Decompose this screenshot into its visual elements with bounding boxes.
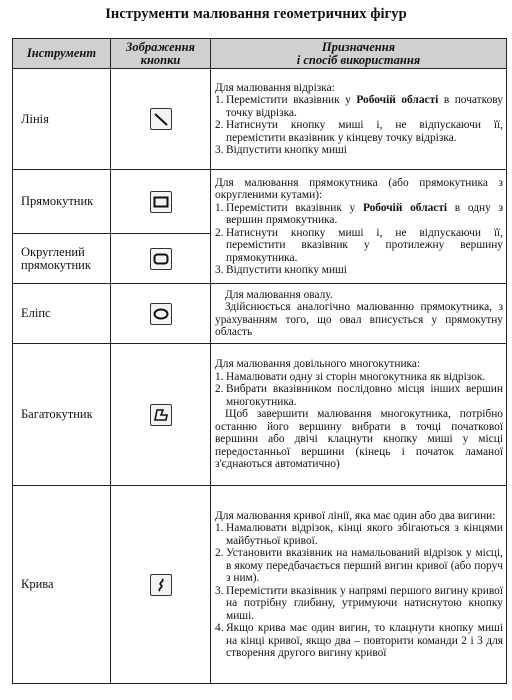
list-item: 2. Вибрати вказівником послідовно місця інших вершин многокутника. [215,383,503,408]
description-intro: Для малювання прямокутника (або прямокутника з округленими кутами): [215,176,503,201]
tool-name-rounded-rectangle: Округлений прямокутник [13,234,111,284]
button-cell-rectangle [111,170,211,234]
line-icon [150,108,172,130]
polygon-icon [150,404,172,426]
button-cell-polygon [111,344,211,486]
header-purpose: Призначення і спосіб використання [211,39,507,69]
rounded-rectangle-icon [150,248,172,270]
rectangle-icon [150,191,172,213]
ellipse-icon [150,303,172,325]
list-item: 2. Установити вказівник на намальований відрізок у місці, в якому передбачається перший вигин кривої (або поруч з ним). [215,547,503,584]
description-curve [211,486,507,684]
tool-name-polygon: Багатокутник [13,344,111,486]
list-item: 1. Перемістити вказівник у Робочій області в початкову точку відрізка. [215,94,503,119]
description-rectangle [211,170,507,284]
tool-name-ellipse: Еліпс [13,284,111,344]
description-ellipse [211,284,507,344]
tool-name-line: Лінія [13,69,111,170]
button-cell-ellipse [111,284,211,344]
list-item: 4. Якщо крива має один вигин, то клацнути кнопку миші на кінці кривої, якщо два – повторити команди 2 і 3 для створення другого вигину кривої [215,622,503,659]
description-text: Здійснюється аналогічно малюванню прямокутника, з урахуванням того, що овал вписується у прямокутну область [215,301,503,338]
header-button: Зображення кнопки [111,39,211,69]
table-row-line [13,69,507,170]
description-intro: Для малювання довільного многокутника: [215,358,421,371]
list-item: 2. Натиснути кнопку миші і, не відпускаючи її, перемістити вказівник у протилежну вершину прямокутника. [215,226,503,264]
list-item: 2. Натиснути кнопку миші і, не відпускаючи її, перемістити вказівник у кінцеву точку відрізка. [215,119,503,144]
header-tool: Інструмент [13,39,111,69]
tool-name-curve: Крива [13,486,111,684]
table-row-ellipse [13,284,507,344]
description-text: Щоб завершити малювання многокутника, потрібно останню його вершину вибрати в точці початкової вершини або двічі клацнути кнопку миші у місці передостанньої вершини (кінець і початок ламаної з'єднаються автоматично) [215,408,503,471]
button-cell-rounded-rectangle [111,234,211,284]
description-intro: Для малювання кривої лінії, яка має один або два вигини: [215,509,496,522]
description-polygon [211,344,507,486]
curve-icon [150,574,172,596]
description-intro: Для малювання відрізка: [215,81,335,94]
button-cell-line [111,69,211,170]
table-row-rectangle [13,170,507,234]
description-line [211,69,507,170]
table-header-row [13,39,507,69]
list-item: 3. Відпустити кнопку миші [215,144,347,156]
tools-table [12,38,507,684]
list-item: 1. Намалювати відрізок, кінці якого збігаються з кінцями майбутньої кривої. [215,522,503,547]
tool-name-rectangle: Прямокутник [13,170,111,234]
table-row-curve [13,486,507,684]
description-intro: Для малювання овалу. [225,288,333,301]
list-item: 3. Перемістити вказівник у напрямі першого вигину кривої на потрібну глибину, утримуючи натиснутою кнопку миші. [215,584,503,622]
page-title: Інструменти малювання геометричних фігур [105,6,407,22]
list-item: 1. Перемістити вказівник у Робочій області в одну з вершин прямокутника. [215,201,504,226]
button-cell-curve [111,486,211,684]
list-item: 1. Намалювати одну зі сторін многокутника як відрізок. [215,370,486,383]
list-item: 3. Відпустити кнопку миші [215,264,347,276]
table-row-polygon [13,344,507,486]
